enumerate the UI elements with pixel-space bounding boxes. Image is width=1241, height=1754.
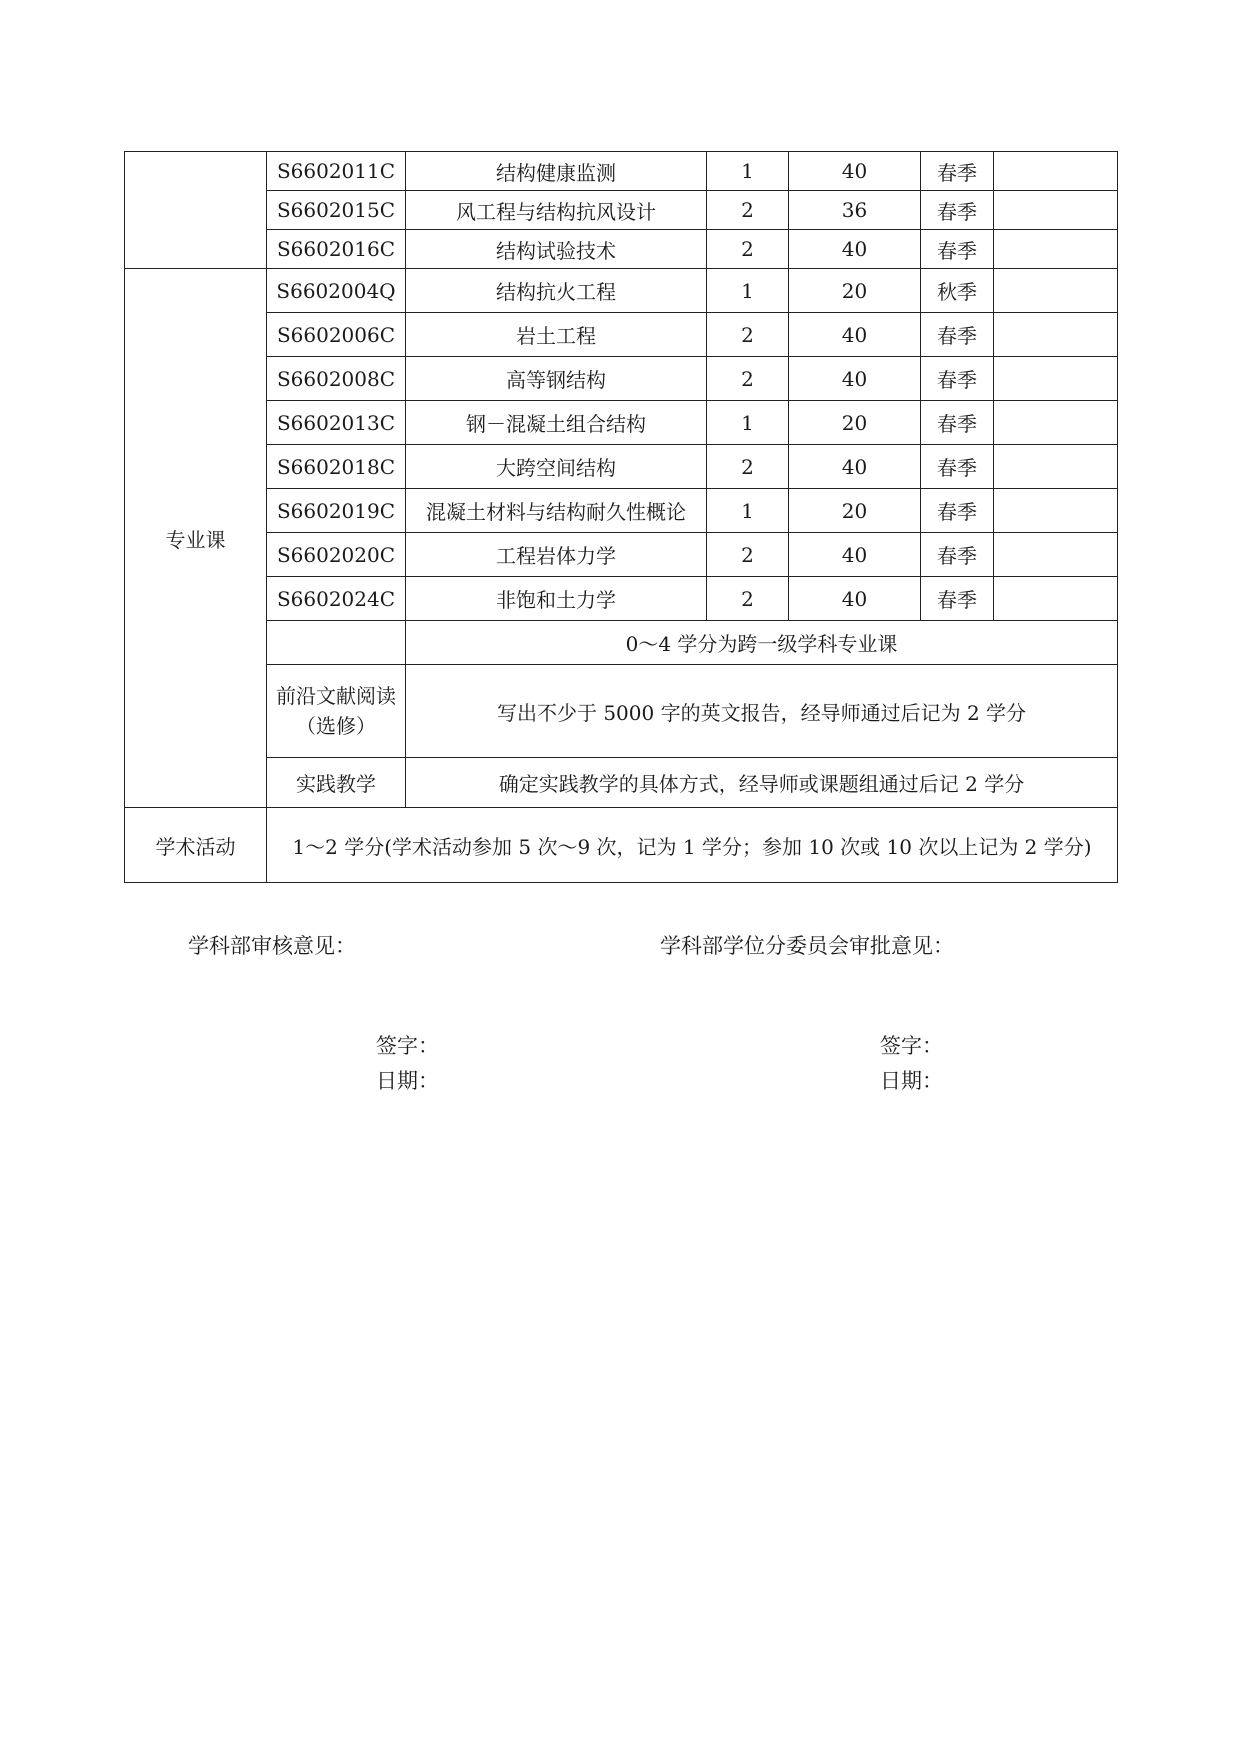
course-note <box>994 191 1118 230</box>
dept-date-label: 日期： <box>376 1069 439 1093</box>
table-row <box>125 152 1118 191</box>
table-row <box>125 313 1118 357</box>
course-term: 春季 <box>921 313 994 357</box>
category-academic: 学术活动 <box>125 808 267 883</box>
course-term: 春季 <box>921 445 994 489</box>
table-row-literature <box>125 665 1118 758</box>
course-table <box>124 151 1118 883</box>
literature-label-line1: 前沿文献阅读 <box>276 684 396 708</box>
table-row <box>125 577 1118 621</box>
dept-review-label: 学科部审核意见： <box>188 934 356 958</box>
course-note <box>994 269 1118 313</box>
course-name: 高等钢结构 <box>406 357 707 401</box>
course-credits: 1 <box>707 269 789 313</box>
course-note <box>994 533 1118 577</box>
course-code: S6602018C <box>267 445 406 489</box>
table-row <box>125 445 1118 489</box>
course-note <box>994 357 1118 401</box>
course-credits: 2 <box>707 445 789 489</box>
course-term: 春季 <box>921 489 994 533</box>
course-code: S6602011C <box>267 152 406 191</box>
course-code: S6602004Q <box>267 269 406 313</box>
table-row <box>125 357 1118 401</box>
course-hours: 20 <box>789 489 921 533</box>
course-name: 非饱和土力学 <box>406 577 707 621</box>
course-name: 混凝土材料与结构耐久性概论 <box>406 489 707 533</box>
course-name: 结构试验技术 <box>406 230 707 269</box>
course-name: 结构抗火工程 <box>406 269 707 313</box>
course-note <box>994 401 1118 445</box>
committee-sign-label: 签字： <box>880 1034 943 1058</box>
course-code: S6602020C <box>267 533 406 577</box>
category-cell-empty <box>125 152 267 269</box>
course-note <box>994 445 1118 489</box>
course-hours: 40 <box>789 230 921 269</box>
course-hours: 20 <box>789 401 921 445</box>
course-code: S6602015C <box>267 191 406 230</box>
committee-date-label: 日期： <box>880 1069 943 1093</box>
course-term: 春季 <box>921 401 994 445</box>
course-code: S6602013C <box>267 401 406 445</box>
course-hours: 40 <box>789 445 921 489</box>
dept-sign-label: 签字： <box>376 1034 439 1058</box>
course-name: 结构健康监测 <box>406 152 707 191</box>
course-code: S6602016C <box>267 230 406 269</box>
committee-review-label: 学科部学位分委员会审批意见： <box>660 934 954 958</box>
course-term: 春季 <box>921 191 994 230</box>
course-code: S6602006C <box>267 313 406 357</box>
category-professional: 专业课 <box>125 269 267 808</box>
course-term: 春季 <box>921 357 994 401</box>
course-name: 工程岩体力学 <box>406 533 707 577</box>
course-credits: 1 <box>707 401 789 445</box>
course-credits: 1 <box>707 489 789 533</box>
academic-text: 1～2 学分(学术活动参加 5 次～9 次，记为 1 学分；参加 10 次或 10 次以上记为 2 学分) <box>267 808 1118 883</box>
course-name: 岩土工程 <box>406 313 707 357</box>
course-credits: 2 <box>707 357 789 401</box>
code-cell-empty <box>267 621 406 665</box>
course-hours: 20 <box>789 269 921 313</box>
course-credits: 2 <box>707 313 789 357</box>
course-credits: 2 <box>707 191 789 230</box>
course-name: 风工程与结构抗风设计 <box>406 191 707 230</box>
course-hours: 40 <box>789 313 921 357</box>
course-note <box>994 230 1118 269</box>
practice-text: 确定实践教学的具体方式，经导师或课题组通过后记 2 学分 <box>406 758 1118 808</box>
table-row <box>125 230 1118 269</box>
course-note <box>994 313 1118 357</box>
table-row-cross-discipline <box>125 621 1118 665</box>
course-name: 钢－混凝土组合结构 <box>406 401 707 445</box>
course-hours: 40 <box>789 577 921 621</box>
course-credits: 2 <box>707 577 789 621</box>
table-row <box>125 533 1118 577</box>
course-hours: 40 <box>789 533 921 577</box>
cross-discipline-note: 0～4 学分为跨一级学科专业课 <box>406 621 1118 665</box>
course-hours: 36 <box>789 191 921 230</box>
course-term: 春季 <box>921 577 994 621</box>
course-note <box>994 489 1118 533</box>
course-name: 大跨空间结构 <box>406 445 707 489</box>
table-row <box>125 269 1118 313</box>
course-code: S6602008C <box>267 357 406 401</box>
course-code: S6602019C <box>267 489 406 533</box>
table-row-practice <box>125 758 1118 808</box>
table-row-academic <box>125 808 1118 883</box>
table-row <box>125 489 1118 533</box>
course-credits: 2 <box>707 230 789 269</box>
literature-text: 写出不少于 5000 字的英文报告，经导师通过后记为 2 学分 <box>406 665 1118 758</box>
course-term: 春季 <box>921 152 994 191</box>
course-term: 春季 <box>921 230 994 269</box>
course-hours: 40 <box>789 357 921 401</box>
course-note <box>994 152 1118 191</box>
course-code: S6602024C <box>267 577 406 621</box>
course-term: 秋季 <box>921 269 994 313</box>
literature-label-line2: （选修） <box>296 714 376 738</box>
literature-label <box>267 665 406 758</box>
category-practice: 实践教学 <box>267 758 406 808</box>
course-credits: 1 <box>707 152 789 191</box>
course-hours: 40 <box>789 152 921 191</box>
table-row <box>125 401 1118 445</box>
course-term: 春季 <box>921 533 994 577</box>
table-row <box>125 191 1118 230</box>
course-credits: 2 <box>707 533 789 577</box>
course-note <box>994 577 1118 621</box>
